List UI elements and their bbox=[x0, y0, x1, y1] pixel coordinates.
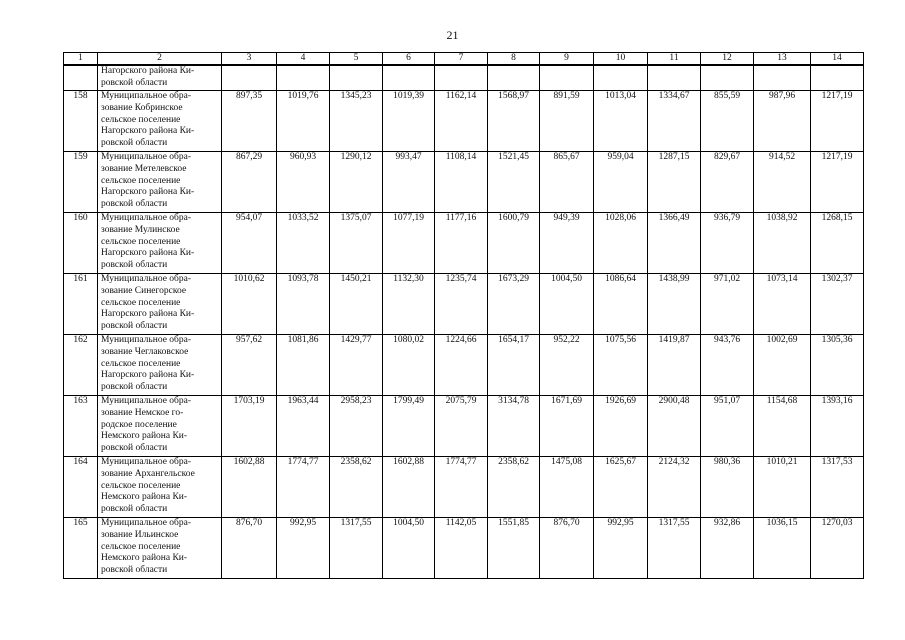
value-cell: 1926,69 bbox=[594, 396, 648, 457]
value-cell bbox=[754, 65, 811, 91]
name-line: сельское поселение bbox=[101, 297, 181, 308]
value-cell: 1028,06 bbox=[594, 213, 648, 274]
value-cell: 1673,29 bbox=[488, 274, 540, 335]
value-cell: 1334,67 bbox=[648, 91, 701, 152]
value-cell: 1551,85 bbox=[488, 518, 540, 579]
value-cell: 1002,69 bbox=[754, 335, 811, 396]
value-cell: 1080,02 bbox=[383, 335, 435, 396]
value-cell: 954,07 bbox=[222, 213, 277, 274]
value-cell: 1774,77 bbox=[435, 457, 488, 518]
row-number: 158 bbox=[64, 91, 98, 152]
name-line: зование Кобринское bbox=[101, 102, 183, 113]
row-number: 161 bbox=[64, 274, 98, 335]
table-body bbox=[64, 65, 864, 579]
value-cell: 865,67 bbox=[540, 152, 594, 213]
name-line: ровской области bbox=[101, 504, 168, 515]
value-cell: 993,47 bbox=[383, 152, 435, 213]
value-cell: 1317,55 bbox=[330, 518, 383, 579]
value-cell: 1270,03 bbox=[811, 518, 864, 579]
value-cell: 1305,36 bbox=[811, 335, 864, 396]
name-line: ровской области bbox=[101, 77, 168, 88]
table-row bbox=[64, 335, 864, 396]
column-header: 2 bbox=[98, 53, 222, 66]
value-cell: 959,04 bbox=[594, 152, 648, 213]
value-cell bbox=[330, 65, 383, 91]
name-line: сельское поселение bbox=[101, 358, 181, 369]
value-cell: 855,59 bbox=[701, 91, 754, 152]
column-header: 6 bbox=[383, 53, 435, 66]
value-cell: 1075,56 bbox=[594, 335, 648, 396]
name-line: ровской области bbox=[101, 260, 168, 271]
value-cell: 891,59 bbox=[540, 91, 594, 152]
name-line: Нагорского района Ки- bbox=[101, 248, 195, 259]
column-header: 5 bbox=[330, 53, 383, 66]
value-cell bbox=[594, 65, 648, 91]
column-header: 14 bbox=[811, 53, 864, 66]
value-cell: 1093,78 bbox=[277, 274, 330, 335]
value-cell: 1038,92 bbox=[754, 213, 811, 274]
value-cell: 1475,08 bbox=[540, 457, 594, 518]
name-line: Нагорского района Ки- bbox=[101, 126, 195, 137]
data-table bbox=[63, 52, 864, 579]
value-cell: 1081,86 bbox=[277, 335, 330, 396]
value-cell: 1013,04 bbox=[594, 91, 648, 152]
name-line: Муниципальное обра- bbox=[101, 518, 192, 528]
column-header: 9 bbox=[540, 53, 594, 66]
value-cell bbox=[648, 65, 701, 91]
municipality-name bbox=[98, 518, 222, 579]
name-line: зование Немское го- bbox=[101, 407, 184, 418]
municipality-name bbox=[98, 152, 222, 213]
value-cell: 2358,62 bbox=[488, 457, 540, 518]
row-number: 162 bbox=[64, 335, 98, 396]
table-row bbox=[64, 213, 864, 274]
value-cell bbox=[277, 65, 330, 91]
name-line: Муниципальное обра- bbox=[101, 91, 192, 101]
column-header: 11 bbox=[648, 53, 701, 66]
value-cell: 897,35 bbox=[222, 91, 277, 152]
value-cell: 960,93 bbox=[277, 152, 330, 213]
value-cell: 2075,79 bbox=[435, 396, 488, 457]
table-row-continuation bbox=[64, 65, 864, 91]
value-cell: 1108,14 bbox=[435, 152, 488, 213]
name-line: зование Метелевское bbox=[101, 163, 187, 174]
value-cell: 1086,64 bbox=[594, 274, 648, 335]
value-cell: 1073,14 bbox=[754, 274, 811, 335]
name-line: Муниципальное обра- bbox=[101, 152, 192, 162]
value-cell: 1419,87 bbox=[648, 335, 701, 396]
value-cell: 1393,16 bbox=[811, 396, 864, 457]
name-line: сельское поселение bbox=[101, 480, 181, 491]
value-cell: 1010,62 bbox=[222, 274, 277, 335]
value-cell bbox=[435, 65, 488, 91]
column-header: 10 bbox=[594, 53, 648, 66]
value-cell: 1429,77 bbox=[330, 335, 383, 396]
value-cell: 914,52 bbox=[754, 152, 811, 213]
name-line: Немского района Ки- bbox=[101, 431, 188, 442]
table-row bbox=[64, 457, 864, 518]
value-cell: 829,67 bbox=[701, 152, 754, 213]
name-line: ровской области bbox=[101, 382, 168, 393]
municipality-name bbox=[98, 457, 222, 518]
column-header: 1 bbox=[64, 53, 98, 66]
value-cell: 876,70 bbox=[540, 518, 594, 579]
name-line: зование Архангельское bbox=[101, 468, 195, 479]
row-number: 160 bbox=[64, 213, 98, 274]
value-cell: 992,95 bbox=[277, 518, 330, 579]
value-cell: 2900,48 bbox=[648, 396, 701, 457]
value-cell: 943,76 bbox=[701, 335, 754, 396]
value-cell: 949,39 bbox=[540, 213, 594, 274]
value-cell: 1217,19 bbox=[811, 152, 864, 213]
name-line: Немского района Ки- bbox=[101, 492, 188, 503]
municipality-name bbox=[98, 335, 222, 396]
column-header: 8 bbox=[488, 53, 540, 66]
value-cell: 1602,88 bbox=[222, 457, 277, 518]
name-line: родское поселение bbox=[101, 419, 177, 430]
value-cell: 1132,30 bbox=[383, 274, 435, 335]
value-cell: 932,86 bbox=[701, 518, 754, 579]
value-cell: 1774,77 bbox=[277, 457, 330, 518]
table-row bbox=[64, 152, 864, 213]
value-cell: 1290,12 bbox=[330, 152, 383, 213]
name-line: зование Чеглаковское bbox=[101, 346, 189, 357]
name-line: ровской области bbox=[101, 443, 168, 454]
value-cell: 1963,44 bbox=[277, 396, 330, 457]
value-cell: 971,02 bbox=[701, 274, 754, 335]
value-cell: 2358,62 bbox=[330, 457, 383, 518]
value-cell: 1142,05 bbox=[435, 518, 488, 579]
value-cell bbox=[701, 65, 754, 91]
value-cell: 1366,49 bbox=[648, 213, 701, 274]
value-cell: 1602,88 bbox=[383, 457, 435, 518]
name-line: Муниципальное обра- bbox=[101, 457, 192, 467]
name-line: ровской области bbox=[101, 321, 168, 332]
name-line: Нагорского района Ки- bbox=[101, 187, 195, 198]
value-cell bbox=[383, 65, 435, 91]
name-line: зование Мулинское bbox=[101, 224, 180, 235]
value-cell bbox=[222, 65, 277, 91]
value-cell: 1521,45 bbox=[488, 152, 540, 213]
value-cell: 957,62 bbox=[222, 335, 277, 396]
column-header: 3 bbox=[222, 53, 277, 66]
column-header: 12 bbox=[701, 53, 754, 66]
value-cell: 1077,19 bbox=[383, 213, 435, 274]
value-cell: 1033,52 bbox=[277, 213, 330, 274]
name-line: Нагорского района Ки- bbox=[101, 66, 195, 76]
value-cell: 876,70 bbox=[222, 518, 277, 579]
row-number: 164 bbox=[64, 457, 98, 518]
value-cell: 1010,21 bbox=[754, 457, 811, 518]
name-line: зование Ильинское bbox=[101, 529, 179, 540]
value-cell: 1154,68 bbox=[754, 396, 811, 457]
value-cell: 1317,55 bbox=[648, 518, 701, 579]
column-header: 4 bbox=[277, 53, 330, 66]
value-cell: 1625,67 bbox=[594, 457, 648, 518]
value-cell: 1162,14 bbox=[435, 91, 488, 152]
name-line: сельское поселение bbox=[101, 175, 181, 186]
value-cell: 1654,17 bbox=[488, 335, 540, 396]
municipality-name bbox=[98, 65, 222, 91]
table-row bbox=[64, 396, 864, 457]
value-cell: 1671,69 bbox=[540, 396, 594, 457]
value-cell: 992,95 bbox=[594, 518, 648, 579]
value-cell bbox=[540, 65, 594, 91]
table-row bbox=[64, 518, 864, 579]
name-line: ровской области bbox=[101, 199, 168, 210]
value-cell: 987,96 bbox=[754, 91, 811, 152]
value-cell: 3134,78 bbox=[488, 396, 540, 457]
value-cell: 1568,97 bbox=[488, 91, 540, 152]
municipality-name bbox=[98, 274, 222, 335]
value-cell bbox=[811, 65, 864, 91]
value-cell: 1317,53 bbox=[811, 457, 864, 518]
value-cell: 1004,50 bbox=[540, 274, 594, 335]
municipality-name bbox=[98, 213, 222, 274]
table-row bbox=[64, 274, 864, 335]
value-cell: 1287,15 bbox=[648, 152, 701, 213]
value-cell: 1799,49 bbox=[383, 396, 435, 457]
value-cell: 1177,16 bbox=[435, 213, 488, 274]
value-cell: 1268,15 bbox=[811, 213, 864, 274]
name-line: Немского района Ки- bbox=[101, 553, 188, 564]
value-cell: 1302,37 bbox=[811, 274, 864, 335]
row-number bbox=[64, 65, 98, 91]
value-cell bbox=[488, 65, 540, 91]
name-line: Нагорского района Ки- bbox=[101, 309, 195, 320]
value-cell: 1019,76 bbox=[277, 91, 330, 152]
value-cell: 1703,19 bbox=[222, 396, 277, 457]
name-line: Муниципальное обра- bbox=[101, 335, 192, 345]
column-header: 13 bbox=[754, 53, 811, 66]
value-cell: 1235,74 bbox=[435, 274, 488, 335]
value-cell: 1019,39 bbox=[383, 91, 435, 152]
name-line: ровской области bbox=[101, 565, 168, 576]
value-cell: 1004,50 bbox=[383, 518, 435, 579]
value-cell: 980,36 bbox=[701, 457, 754, 518]
value-cell: 936,79 bbox=[701, 213, 754, 274]
row-number: 159 bbox=[64, 152, 98, 213]
value-cell: 1224,66 bbox=[435, 335, 488, 396]
municipality-name bbox=[98, 91, 222, 152]
name-line: сельское поселение bbox=[101, 541, 181, 552]
value-cell: 952,22 bbox=[540, 335, 594, 396]
value-cell: 2124,32 bbox=[648, 457, 701, 518]
row-number: 163 bbox=[64, 396, 98, 457]
table-row bbox=[64, 91, 864, 152]
value-cell: 951,07 bbox=[701, 396, 754, 457]
table-header bbox=[64, 53, 864, 66]
name-line: Муниципальное обра- bbox=[101, 213, 192, 223]
name-line: зование Синегорское bbox=[101, 285, 187, 296]
name-line: Муниципальное обра- bbox=[101, 396, 192, 406]
value-cell: 1375,07 bbox=[330, 213, 383, 274]
value-cell: 1036,15 bbox=[754, 518, 811, 579]
page-number: 21 bbox=[446, 28, 459, 42]
value-cell: 1345,23 bbox=[330, 91, 383, 152]
name-line: Нагорского района Ки- bbox=[101, 370, 195, 381]
value-cell: 1450,21 bbox=[330, 274, 383, 335]
name-line: сельское поселение bbox=[101, 114, 181, 125]
name-line: ровской области bbox=[101, 138, 168, 149]
value-cell: 867,29 bbox=[222, 152, 277, 213]
municipality-name bbox=[98, 396, 222, 457]
name-line: Муниципальное обра- bbox=[101, 274, 192, 284]
value-cell: 1217,19 bbox=[811, 91, 864, 152]
column-header: 7 bbox=[435, 53, 488, 66]
header-row bbox=[64, 53, 864, 66]
name-line: сельское поселение bbox=[101, 236, 181, 247]
row-number: 165 bbox=[64, 518, 98, 579]
value-cell: 1600,79 bbox=[488, 213, 540, 274]
value-cell: 2958,23 bbox=[330, 396, 383, 457]
value-cell: 1438,99 bbox=[648, 274, 701, 335]
